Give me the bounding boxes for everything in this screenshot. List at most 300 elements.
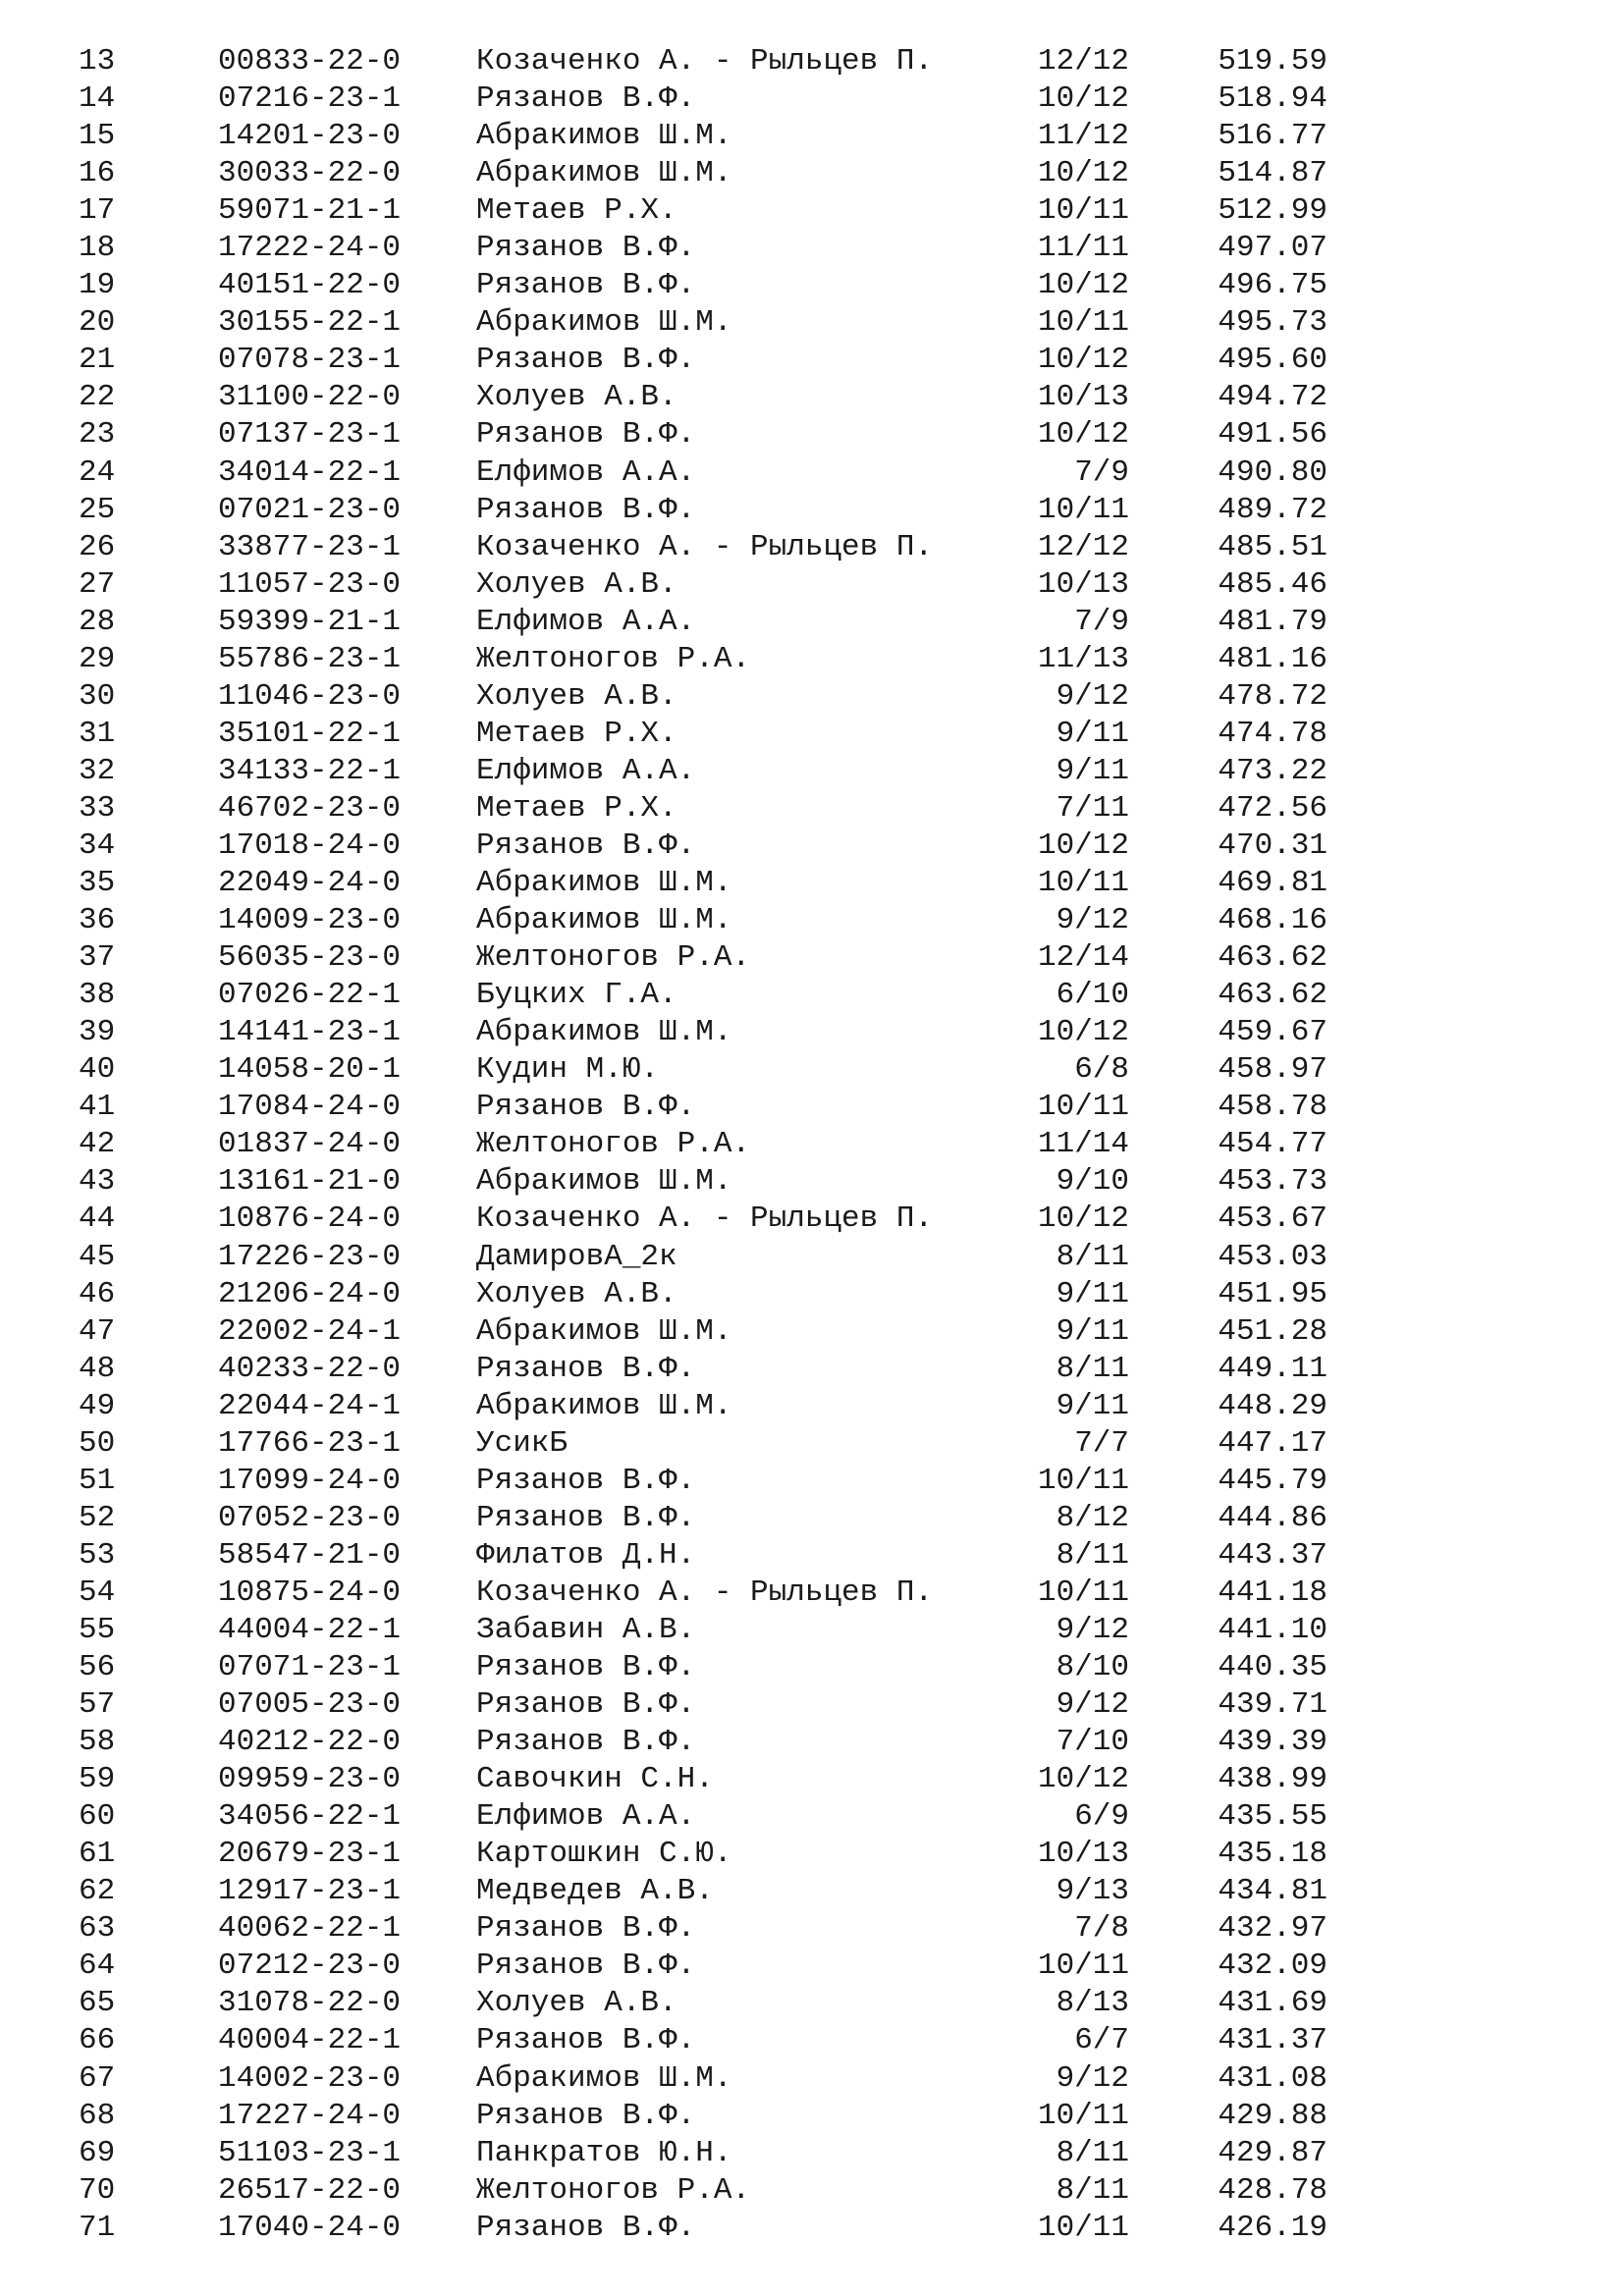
list-item — [0, 1388, 1624, 1425]
row-score: 9/12 — [1056, 903, 1129, 938]
list-item — [0, 1463, 1624, 1500]
row-code: 14002-23-0 — [218, 2060, 402, 2096]
list-item — [0, 566, 1624, 604]
row-code: 30033-22-0 — [218, 156, 402, 191]
row-score: 10/12 — [1037, 1015, 1129, 1050]
row-number: 64 — [79, 1949, 116, 1984]
row-code: 44004-22-1 — [218, 1612, 402, 1647]
row-code: 17099-24-0 — [218, 1463, 402, 1498]
row-name: УсикБ — [476, 1425, 568, 1461]
row-score: 9/10 — [1056, 1164, 1129, 1200]
list-item — [0, 1239, 1624, 1276]
row-code: 59399-21-1 — [218, 604, 402, 639]
row-code: 14058-20-1 — [218, 1052, 402, 1088]
list-item — [0, 454, 1624, 492]
row-code: 30155-22-1 — [218, 305, 402, 341]
row-name: Елфимов А.А. — [476, 604, 696, 639]
row-value: 473.22 — [1218, 753, 1327, 788]
row-number: 69 — [79, 2135, 116, 2170]
row-name: Холуев А.В. — [476, 566, 677, 602]
row-number: 50 — [79, 1425, 116, 1461]
row-name: Абракимов Ш.М. — [476, 1164, 732, 1200]
row-value: 469.81 — [1218, 866, 1327, 901]
row-name: Рязанов В.Ф. — [476, 1650, 696, 1685]
row-code: 13161-21-0 — [218, 1164, 402, 1200]
row-code: 46702-23-0 — [218, 790, 402, 826]
row-score: 6/8 — [1074, 1052, 1129, 1088]
list-item — [0, 1686, 1624, 1724]
row-name: Абракимов Ш.М. — [476, 119, 732, 154]
list-item — [0, 230, 1624, 267]
list-item — [0, 1948, 1624, 1985]
row-code: 33877-23-1 — [218, 529, 402, 564]
row-code: 59071-21-1 — [218, 193, 402, 229]
list-item — [0, 790, 1624, 828]
row-score: 8/11 — [1056, 1351, 1129, 1386]
row-value: 495.60 — [1218, 343, 1327, 378]
row-score: 11/12 — [1037, 119, 1129, 154]
row-code: 07052-23-0 — [218, 1500, 402, 1535]
list-item — [0, 155, 1624, 192]
list-item — [0, 1612, 1624, 1649]
row-value: 512.99 — [1218, 193, 1327, 229]
row-code: 40233-22-0 — [218, 1351, 402, 1386]
row-score: 12/14 — [1037, 940, 1129, 976]
row-code: 17227-24-0 — [218, 2098, 402, 2133]
row-number: 45 — [79, 1239, 116, 1274]
row-score: 9/12 — [1056, 1687, 1129, 1723]
row-value: 451.95 — [1218, 1276, 1327, 1311]
row-code: 34133-22-1 — [218, 753, 402, 788]
row-code: 09959-23-0 — [218, 1762, 402, 1797]
row-number: 52 — [79, 1500, 116, 1535]
row-value: 448.29 — [1218, 1388, 1327, 1423]
row-name: Картошкин С.Ю. — [476, 1837, 732, 1872]
row-score: 10/13 — [1037, 1837, 1129, 1872]
row-code: 31100-22-0 — [218, 380, 402, 415]
row-name: Рязанов В.Ф. — [476, 417, 696, 453]
row-number: 62 — [79, 1874, 116, 1909]
row-code: 14141-23-1 — [218, 1015, 402, 1050]
row-number: 63 — [79, 1911, 116, 1947]
row-value: 429.87 — [1218, 2135, 1327, 2170]
row-score: 10/12 — [1037, 268, 1129, 303]
row-value: 514.87 — [1218, 156, 1327, 191]
row-code: 07212-23-0 — [218, 1949, 402, 1984]
row-number: 71 — [79, 2210, 116, 2245]
list-item — [0, 977, 1624, 1014]
list-item — [0, 342, 1624, 379]
row-score: 7/9 — [1074, 454, 1129, 490]
row-name: Рязанов В.Ф. — [476, 492, 696, 527]
row-name: Забавин А.В. — [476, 1612, 696, 1647]
list-item — [0, 43, 1624, 80]
row-score: 7/9 — [1074, 604, 1129, 639]
row-value: 463.62 — [1218, 978, 1327, 1013]
list-item — [0, 1724, 1624, 1761]
row-value: 485.51 — [1218, 529, 1327, 564]
row-number: 29 — [79, 641, 116, 676]
row-number: 60 — [79, 1799, 116, 1835]
row-code: 20679-23-1 — [218, 1837, 402, 1872]
list-item — [0, 1910, 1624, 1948]
row-code: 07021-23-0 — [218, 492, 402, 527]
row-number: 25 — [79, 492, 116, 527]
row-name: Рязанов В.Ф. — [476, 343, 696, 378]
row-number: 35 — [79, 866, 116, 901]
list-item — [0, 267, 1624, 304]
row-score: 7/10 — [1056, 1725, 1129, 1760]
list-item — [0, 678, 1624, 716]
row-name: Козаченко А. - Рыльцев П. — [476, 1575, 934, 1610]
row-code: 11057-23-0 — [218, 566, 402, 602]
row-value: 453.73 — [1218, 1164, 1327, 1200]
row-value: 435.18 — [1218, 1837, 1327, 1872]
row-value: 458.97 — [1218, 1052, 1327, 1088]
row-score: 9/12 — [1056, 2060, 1129, 2096]
row-code: 21206-24-0 — [218, 1276, 402, 1311]
row-value: 472.56 — [1218, 790, 1327, 826]
row-number: 61 — [79, 1837, 116, 1872]
row-name: Желтоногов Р.А. — [476, 940, 751, 976]
list-item — [0, 1985, 1624, 2022]
row-number: 44 — [79, 1201, 116, 1237]
row-number: 28 — [79, 604, 116, 639]
row-value: 426.19 — [1218, 2210, 1327, 2245]
row-code: 51103-23-1 — [218, 2135, 402, 2170]
row-score: 7/8 — [1074, 1911, 1129, 1947]
row-value: 441.18 — [1218, 1575, 1327, 1610]
row-value: 485.46 — [1218, 566, 1327, 602]
list-item — [0, 1014, 1624, 1051]
list-item — [0, 1351, 1624, 1388]
row-number: 40 — [79, 1052, 116, 1088]
row-name: Абракимов Ш.М. — [476, 903, 732, 938]
row-number: 27 — [79, 566, 116, 602]
row-number: 17 — [79, 193, 116, 229]
row-number: 30 — [79, 678, 116, 714]
list-item — [0, 753, 1624, 790]
row-score: 10/12 — [1037, 156, 1129, 191]
row-number: 38 — [79, 978, 116, 1013]
row-code: 07216-23-1 — [218, 81, 402, 117]
row-value: 429.88 — [1218, 2098, 1327, 2133]
row-number: 66 — [79, 2023, 116, 2058]
list-item — [0, 641, 1624, 678]
row-number: 42 — [79, 1127, 116, 1162]
row-number: 68 — [79, 2098, 116, 2133]
row-name: Холуев А.В. — [476, 380, 677, 415]
list-item — [0, 1201, 1624, 1238]
row-code: 07071-23-1 — [218, 1650, 402, 1685]
row-code: 34056-22-1 — [218, 1799, 402, 1835]
list-item — [0, 192, 1624, 230]
row-score: 9/11 — [1056, 753, 1129, 788]
list-item — [0, 1873, 1624, 1910]
list-item — [0, 1313, 1624, 1351]
row-name: Кудин М.Ю. — [476, 1052, 660, 1088]
list-item — [0, 1163, 1624, 1201]
row-name: Рязанов В.Ф. — [476, 231, 696, 266]
row-name: Филатов Д.Н. — [476, 1537, 696, 1573]
row-score: 10/11 — [1037, 193, 1129, 229]
row-code: 07078-23-1 — [218, 343, 402, 378]
row-number: 54 — [79, 1575, 116, 1610]
list-item — [0, 1798, 1624, 1836]
row-number: 65 — [79, 1986, 116, 2021]
row-name: Елфимов А.А. — [476, 454, 696, 490]
row-code: 26517-22-0 — [218, 2172, 402, 2208]
row-code: 35101-22-1 — [218, 716, 402, 751]
row-number: 67 — [79, 2060, 116, 2096]
list-item — [0, 1276, 1624, 1313]
row-code: 34014-22-1 — [218, 454, 402, 490]
row-name: Рязанов В.Ф. — [476, 1687, 696, 1723]
row-number: 53 — [79, 1537, 116, 1573]
row-code: 17766-23-1 — [218, 1425, 402, 1461]
row-number: 18 — [79, 231, 116, 266]
row-name: Метаев Р.Х. — [476, 716, 677, 751]
row-score: 8/11 — [1056, 2135, 1129, 2170]
row-name: Метаев Р.Х. — [476, 790, 677, 826]
row-name: Медведев А.В. — [476, 1874, 714, 1909]
row-score: 8/10 — [1056, 1650, 1129, 1685]
row-code: 40212-22-0 — [218, 1725, 402, 1760]
row-score: 10/12 — [1037, 81, 1129, 117]
row-value: 494.72 — [1218, 380, 1327, 415]
row-name: Абракимов Ш.М. — [476, 1388, 732, 1423]
list-item — [0, 1051, 1624, 1089]
row-name: Рязанов В.Ф. — [476, 1090, 696, 1125]
row-score: 9/12 — [1056, 1612, 1129, 1647]
row-score: 6/7 — [1074, 2023, 1129, 2058]
row-name: Рязанов В.Ф. — [476, 1463, 696, 1498]
row-code: 10875-24-0 — [218, 1575, 402, 1610]
row-code: 07026-22-1 — [218, 978, 402, 1013]
row-name: Рязанов В.Ф. — [476, 1500, 696, 1535]
row-value: 445.79 — [1218, 1463, 1327, 1498]
row-name: Абракимов Ш.М. — [476, 2060, 732, 2096]
row-code: 11046-23-0 — [218, 678, 402, 714]
list-item — [0, 1649, 1624, 1686]
row-value: 441.10 — [1218, 1612, 1327, 1647]
list-item — [0, 604, 1624, 641]
row-number: 56 — [79, 1650, 116, 1685]
row-code: 01837-24-0 — [218, 1127, 402, 1162]
row-code: 55786-23-1 — [218, 641, 402, 676]
row-number: 43 — [79, 1164, 116, 1200]
row-number: 31 — [79, 716, 116, 751]
row-name: Елфимов А.А. — [476, 1799, 696, 1835]
row-value: 453.67 — [1218, 1201, 1327, 1237]
row-number: 13 — [79, 44, 116, 79]
row-name: Абракимов Ш.М. — [476, 1015, 732, 1050]
row-score: 6/10 — [1056, 978, 1129, 1013]
row-value: 459.67 — [1218, 1015, 1327, 1050]
list-item — [0, 865, 1624, 902]
row-code: 22044-24-1 — [218, 1388, 402, 1423]
row-value: 519.59 — [1218, 44, 1327, 79]
row-code: 17226-23-0 — [218, 1239, 402, 1274]
list-item — [0, 1425, 1624, 1463]
row-name: Рязанов В.Ф. — [476, 1949, 696, 1984]
row-code: 56035-23-0 — [218, 940, 402, 976]
row-code: 17040-24-0 — [218, 2210, 402, 2245]
row-name: Рязанов В.Ф. — [476, 81, 696, 117]
row-number: 33 — [79, 790, 116, 826]
row-number: 36 — [79, 903, 116, 938]
row-code: 07137-23-1 — [218, 417, 402, 453]
row-score: 11/14 — [1037, 1127, 1129, 1162]
row-score: 9/13 — [1056, 1874, 1129, 1909]
row-code: 31078-22-0 — [218, 1986, 402, 2021]
row-value: 439.71 — [1218, 1687, 1327, 1723]
row-number: 14 — [79, 81, 116, 117]
row-name: Савочкин С.Н. — [476, 1762, 714, 1797]
row-score: 10/13 — [1037, 566, 1129, 602]
list-item — [0, 939, 1624, 977]
row-score: 8/11 — [1056, 1537, 1129, 1573]
list-item — [0, 492, 1624, 529]
row-name: Рязанов В.Ф. — [476, 2098, 696, 2133]
row-number: 34 — [79, 828, 116, 863]
row-number: 32 — [79, 753, 116, 788]
row-name: Абракимов Ш.М. — [476, 305, 732, 341]
list-item — [0, 902, 1624, 939]
row-value: 463.62 — [1218, 940, 1327, 976]
row-name: Рязанов В.Ф. — [476, 268, 696, 303]
row-number: 58 — [79, 1725, 116, 1760]
row-name: Рязанов В.Ф. — [476, 2023, 696, 2058]
row-code: 12917-23-1 — [218, 1874, 402, 1909]
row-name: ДамировА_2к — [476, 1239, 677, 1274]
row-number: 19 — [79, 268, 116, 303]
row-code: 17222-24-0 — [218, 231, 402, 266]
row-score: 10/12 — [1037, 343, 1129, 378]
row-value: 468.16 — [1218, 903, 1327, 938]
row-name: Буцких Г.А. — [476, 978, 677, 1013]
row-score: 8/12 — [1056, 1500, 1129, 1535]
row-value: 490.80 — [1218, 454, 1327, 490]
row-score: 12/12 — [1037, 529, 1129, 564]
row-name: Козаченко А. - Рыльцев П. — [476, 529, 934, 564]
row-code: 17018-24-0 — [218, 828, 402, 863]
row-name: Козаченко А. - Рыльцев П. — [476, 44, 934, 79]
row-value: 439.39 — [1218, 1725, 1327, 1760]
row-code: 10876-24-0 — [218, 1201, 402, 1237]
row-score: 8/13 — [1056, 1986, 1129, 2021]
row-number: 26 — [79, 529, 116, 564]
row-name: Желтоногов Р.А. — [476, 2172, 751, 2208]
row-score: 9/12 — [1056, 678, 1129, 714]
row-value: 443.37 — [1218, 1537, 1327, 1573]
row-number: 21 — [79, 343, 116, 378]
row-value: 447.17 — [1218, 1425, 1327, 1461]
row-score: 6/9 — [1074, 1799, 1129, 1835]
row-value: 431.08 — [1218, 2060, 1327, 2096]
row-code: 22049-24-0 — [218, 866, 402, 901]
row-number: 41 — [79, 1090, 116, 1125]
row-score: 10/13 — [1037, 380, 1129, 415]
list-item — [0, 716, 1624, 753]
row-number: 49 — [79, 1388, 116, 1423]
list-item — [0, 2172, 1624, 2210]
row-score: 10/11 — [1037, 305, 1129, 341]
row-name: Рязанов В.Ф. — [476, 828, 696, 863]
row-score: 10/11 — [1037, 2210, 1129, 2245]
list-item — [0, 529, 1624, 566]
row-value: 516.77 — [1218, 119, 1327, 154]
list-item — [0, 2022, 1624, 2059]
row-score: 8/11 — [1056, 1239, 1129, 1274]
row-number: 55 — [79, 1612, 116, 1647]
row-code: 40151-22-0 — [218, 268, 402, 303]
row-value: 497.07 — [1218, 231, 1327, 266]
row-name: Абракимов Ш.М. — [476, 1313, 732, 1349]
row-value: 434.81 — [1218, 1874, 1327, 1909]
row-value: 453.03 — [1218, 1239, 1327, 1274]
row-number: 59 — [79, 1762, 116, 1797]
row-name: Метаев Р.Х. — [476, 193, 677, 229]
list-item — [0, 1761, 1624, 1798]
row-number: 57 — [79, 1687, 116, 1723]
row-value: 449.11 — [1218, 1351, 1327, 1386]
row-name: Холуев А.В. — [476, 1276, 677, 1311]
row-number: 39 — [79, 1015, 116, 1050]
row-number: 37 — [79, 940, 116, 976]
row-score: 10/11 — [1037, 492, 1129, 527]
row-value: 518.94 — [1218, 81, 1327, 117]
row-number: 48 — [79, 1351, 116, 1386]
row-value: 435.55 — [1218, 1799, 1327, 1835]
row-score: 11/11 — [1037, 231, 1129, 266]
row-score: 10/12 — [1037, 1201, 1129, 1237]
list-item — [0, 2210, 1624, 2247]
row-name: Холуев А.В. — [476, 678, 677, 714]
row-number: 16 — [79, 156, 116, 191]
row-number: 23 — [79, 417, 116, 453]
row-value: 444.86 — [1218, 1500, 1327, 1535]
row-value: 474.78 — [1218, 716, 1327, 751]
row-score: 10/12 — [1037, 1762, 1129, 1797]
row-number: 70 — [79, 2172, 116, 2208]
row-value: 481.16 — [1218, 641, 1327, 676]
row-value: 489.72 — [1218, 492, 1327, 527]
row-name: Рязанов В.Ф. — [476, 2210, 696, 2245]
row-number: 46 — [79, 1276, 116, 1311]
row-score: 10/11 — [1037, 1949, 1129, 1984]
row-value: 454.77 — [1218, 1127, 1327, 1162]
row-name: Рязанов В.Ф. — [476, 1725, 696, 1760]
row-code: 17084-24-0 — [218, 1090, 402, 1125]
row-value: 438.99 — [1218, 1762, 1327, 1797]
list-item — [0, 1575, 1624, 1612]
row-code: 58547-21-0 — [218, 1537, 402, 1573]
row-score: 10/11 — [1037, 2098, 1129, 2133]
row-value: 458.78 — [1218, 1090, 1327, 1125]
row-value: 428.78 — [1218, 2172, 1327, 2208]
row-name: Холуев А.В. — [476, 1986, 677, 2021]
list-item — [0, 416, 1624, 454]
list-item — [0, 1126, 1624, 1163]
row-value: 451.28 — [1218, 1313, 1327, 1349]
list-item — [0, 2060, 1624, 2098]
row-number: 24 — [79, 454, 116, 490]
row-value: 481.79 — [1218, 604, 1327, 639]
list-item — [0, 2098, 1624, 2135]
row-name: Панкратов Ю.Н. — [476, 2135, 732, 2170]
row-name: Желтоногов Р.А. — [476, 1127, 751, 1162]
